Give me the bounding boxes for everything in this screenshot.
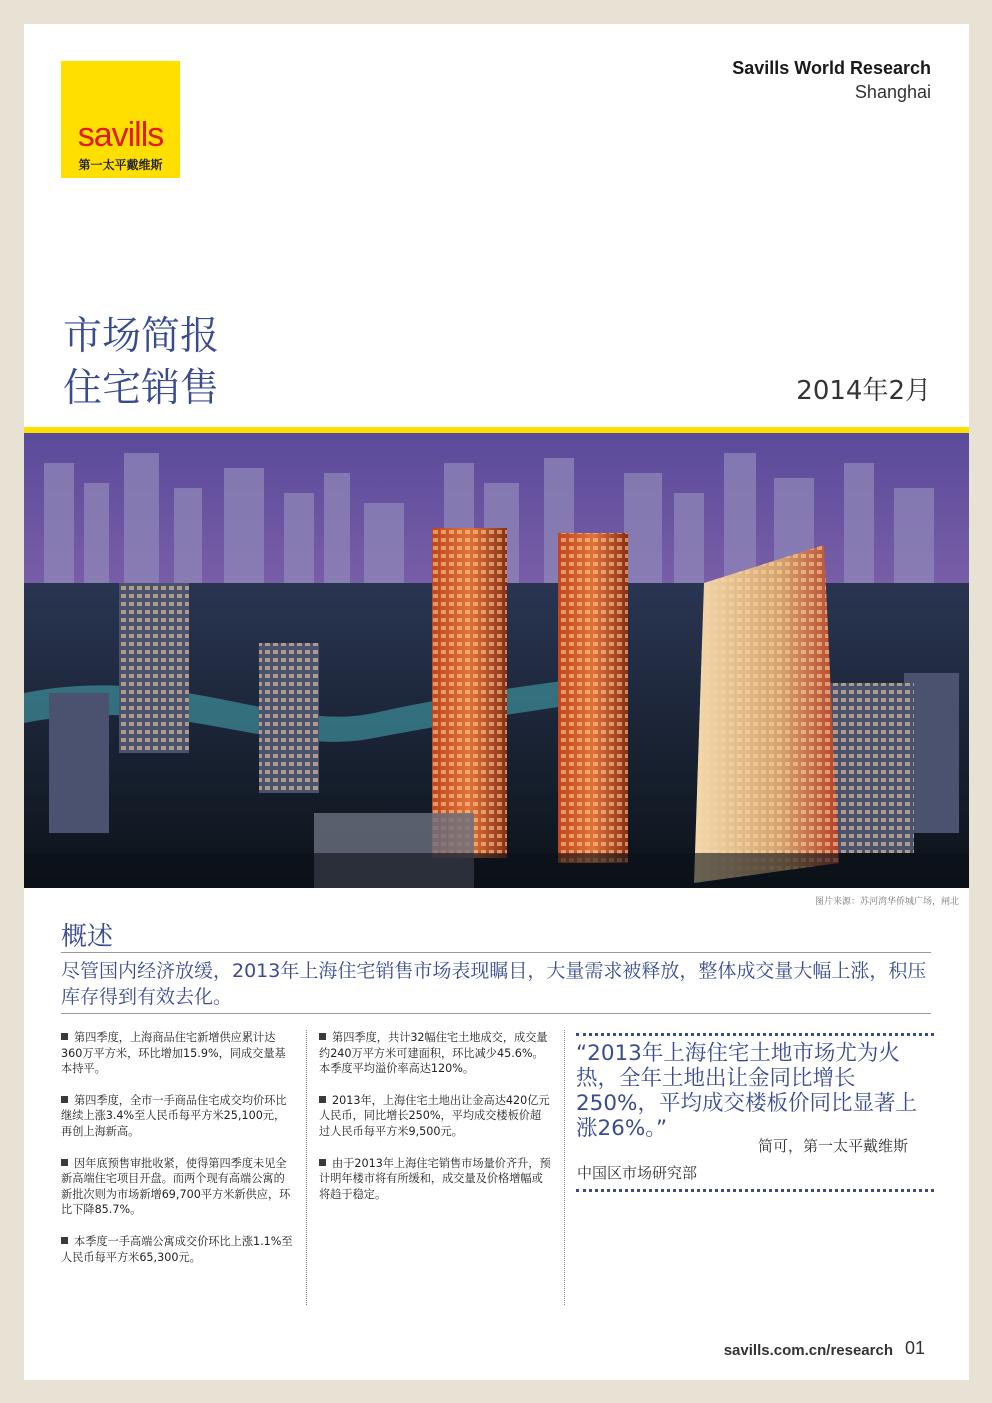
report-page [24,24,969,1380]
bullet-item: 2013年，上海住宅土地出让金高达420亿元人民币，同比增长250%，平均成交楼板价超过人民币每平方米9,500元。 [319,1093,550,1138]
square-bullet-icon [319,1159,326,1166]
bullet-item: 第四季度，上海商品住宅新增供应累计达360万平方米，环比增加15.9%，同成交量基本持平。 [61,1031,286,1076]
bullets-column-1 [61,1030,293,1281]
photo-credit: 图片来源：苏河湾华侨城广场，闸北 [814,897,959,907]
overview-summary: 尽管国内经济放缓，2013年上海住宅销售市场表现瞩目，大量需求被释放，整体成交量大幅上涨，积压库存得到有效去化。 [61,960,927,1008]
square-bullet-icon [61,1159,68,1166]
bullet-item: 第四季度，全市一手商品住宅成交均价环比继续上涨3.4%至人民币每平方米25,100元，再创上海新高。 [61,1093,287,1138]
footer-url-link[interactable]: savills.com.cn/research [723,1342,893,1359]
overview-heading: 概述 [61,922,114,952]
quote-department: 中国区市场研究部 [577,1164,698,1182]
bullet-item: 本季度一手高端公寓成交价环比上涨1.1%至人民币每平方米65,300元。 [61,1234,293,1264]
report-title-line2: 住宅销售 [63,366,220,411]
quote-bottom-rule [576,1189,934,1192]
column-separator [306,1030,307,1305]
city-label: Shanghai [854,82,931,102]
square-bullet-icon [319,1033,326,1040]
page-number: 01 [904,1338,925,1358]
report-title-line1: 市场简报 [63,314,220,359]
logo-wordmark: savills [77,116,164,154]
pull-quote: “2013年上海住宅土地市场尤为火热，全年土地出让金同比增长250%，平均成交楼板价同比显著上涨26%。” [576,1041,917,1141]
square-bullet-icon [61,1237,68,1244]
report-date: 2014年2月 [796,376,931,406]
column-separator [564,1030,565,1305]
square-bullet-icon [319,1096,326,1103]
hero-photo [24,433,969,888]
bullet-item: 因年底预售审批收紧，使得第四季度未见全新高端住宅项目开盘。而两个现有高端公寓的新批次则为市场新增69,700平方米新供应，环比下降85.7%。 [61,1156,291,1217]
brand-line: Savills World Research [732,58,931,78]
logo-chinese-name: 第一太平戴维斯 [78,158,163,172]
bullet-item: 第四季度，共计32幅住宅土地成交，成交量约240万平方米可建面积，环比减少45.6%。本季度平均溢价率高达120%。 [319,1031,548,1076]
square-bullet-icon [61,1096,68,1103]
overview-bottom-rule [61,1013,931,1014]
quote-author: 简可，第一太平戴维斯 [758,1137,909,1155]
quote-top-rule [576,1033,934,1036]
bullet-item: 由于2013年上海住宅销售市场量价齐升，预计明年楼市将有所缓和，成交量及价格增幅或将趋于稳定。 [319,1156,551,1201]
overview-top-rule [61,952,931,953]
savills-logo [61,61,180,178]
square-bullet-icon [61,1033,68,1040]
bullets-column-2 [319,1030,551,1218]
